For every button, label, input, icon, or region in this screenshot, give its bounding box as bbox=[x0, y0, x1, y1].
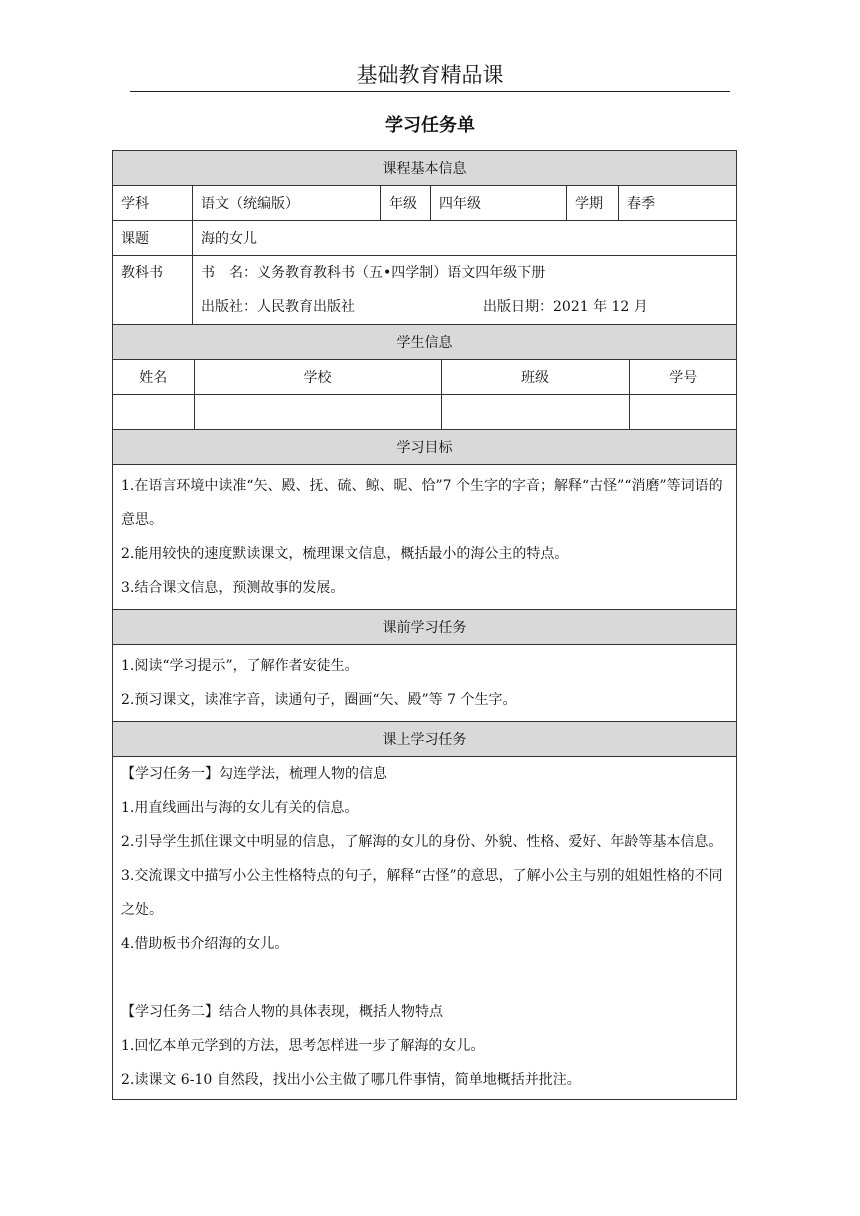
task-one-title: 【学习任务一】勾连学法，梳理人物的信息 bbox=[121, 766, 387, 782]
publisher-line bbox=[201, 290, 728, 324]
student-id-input-cell[interactable] bbox=[629, 395, 737, 430]
task-one-item: 3.交流课文中描写小公主性格特点的句子，解释“古怪”的意思，了解小公主与别的姐姐性格的不同之处。 bbox=[121, 868, 723, 918]
student-info-subtable bbox=[113, 360, 737, 429]
topic-value: 海的女儿 bbox=[193, 221, 737, 256]
grade-value: 四年级 bbox=[431, 186, 567, 221]
learning-goals-body bbox=[113, 465, 737, 610]
grade-label: 年级 bbox=[381, 186, 431, 221]
learning-goals-heading: 学习目标 bbox=[113, 430, 737, 465]
term-value: 春季 bbox=[619, 186, 737, 221]
task-two-title: 【学习任务二】结合人物的具体表现，概括人物特点 bbox=[121, 1004, 443, 1020]
in-class-tasks-heading: 课上学习任务 bbox=[113, 722, 737, 757]
task-sheet-table bbox=[112, 150, 737, 1100]
goal-item: 2.能用较快的速度默读课文，梳理课文信息，概括最小的海公主的特点。 bbox=[121, 546, 569, 562]
book-name: 书 名：义务教育教科书（五•四学制）语文四年级下册 bbox=[201, 265, 546, 281]
student-info-grid bbox=[113, 360, 737, 430]
subject-value: 语文（统编版） bbox=[193, 186, 381, 221]
textbook-label: 教科书 bbox=[113, 256, 193, 325]
school-header: 学校 bbox=[194, 360, 441, 395]
school-input-cell[interactable] bbox=[194, 395, 441, 430]
name-header: 姓名 bbox=[113, 360, 194, 395]
student-info-heading: 学生信息 bbox=[113, 325, 737, 360]
topic-label: 课题 bbox=[113, 221, 193, 256]
term-label: 学期 bbox=[567, 186, 619, 221]
subject-label: 学科 bbox=[113, 186, 193, 221]
class-header: 班级 bbox=[441, 360, 629, 395]
class-input-cell[interactable] bbox=[441, 395, 629, 430]
goal-item: 1.在语言环境中读准“矢、殿、抚、硫、鲸、昵、恰”7 个生字的字音；解释“古怪”“消磨”等词语的意思。 bbox=[121, 478, 723, 528]
page-header: 基础教育精品课 bbox=[356, 63, 504, 87]
document-title: 学习任务单 bbox=[385, 115, 475, 136]
pre-task-item: 1.阅读“学习提示”，了解作者安徒生。 bbox=[121, 658, 359, 674]
name-input-cell[interactable] bbox=[113, 395, 194, 430]
in-class-tasks-body bbox=[113, 757, 737, 1100]
pre-class-tasks-body bbox=[113, 645, 737, 722]
publisher: 出版社：人民教育出版社 bbox=[201, 299, 355, 315]
task-one-item: 2.引导学生抓住课文中明显的信息，了解海的女儿的身份、外貌、性格、爱好、年龄等基本信息。 bbox=[121, 834, 723, 850]
blank-line bbox=[121, 961, 728, 995]
pre-class-tasks-heading: 课前学习任务 bbox=[113, 610, 737, 645]
header-rule bbox=[130, 91, 730, 92]
task-one-item: 4.借助板书介绍海的女儿。 bbox=[121, 936, 289, 952]
pre-task-item: 2.预习课文，读准字音，读通句子，圈画“矢、殿”等 7 个生字。 bbox=[121, 692, 517, 708]
task-one-item: 1.用直线画出与海的女儿有关的信息。 bbox=[121, 800, 359, 816]
textbook-info bbox=[193, 256, 737, 325]
task-two-item: 2.读课文 6-10 自然段，找出小公主做了哪几件事情，简单地概括并批注。 bbox=[121, 1072, 581, 1088]
course-info-heading: 课程基本信息 bbox=[113, 151, 737, 186]
student-id-header: 学号 bbox=[629, 360, 737, 395]
goal-item: 3.结合课文信息，预测故事的发展。 bbox=[121, 580, 345, 596]
task-two-item: 1.回忆本单元学到的方法，思考怎样进一步了解海的女儿。 bbox=[121, 1038, 485, 1054]
publish-date: 出版日期：2021 年 12 月 bbox=[483, 299, 648, 315]
